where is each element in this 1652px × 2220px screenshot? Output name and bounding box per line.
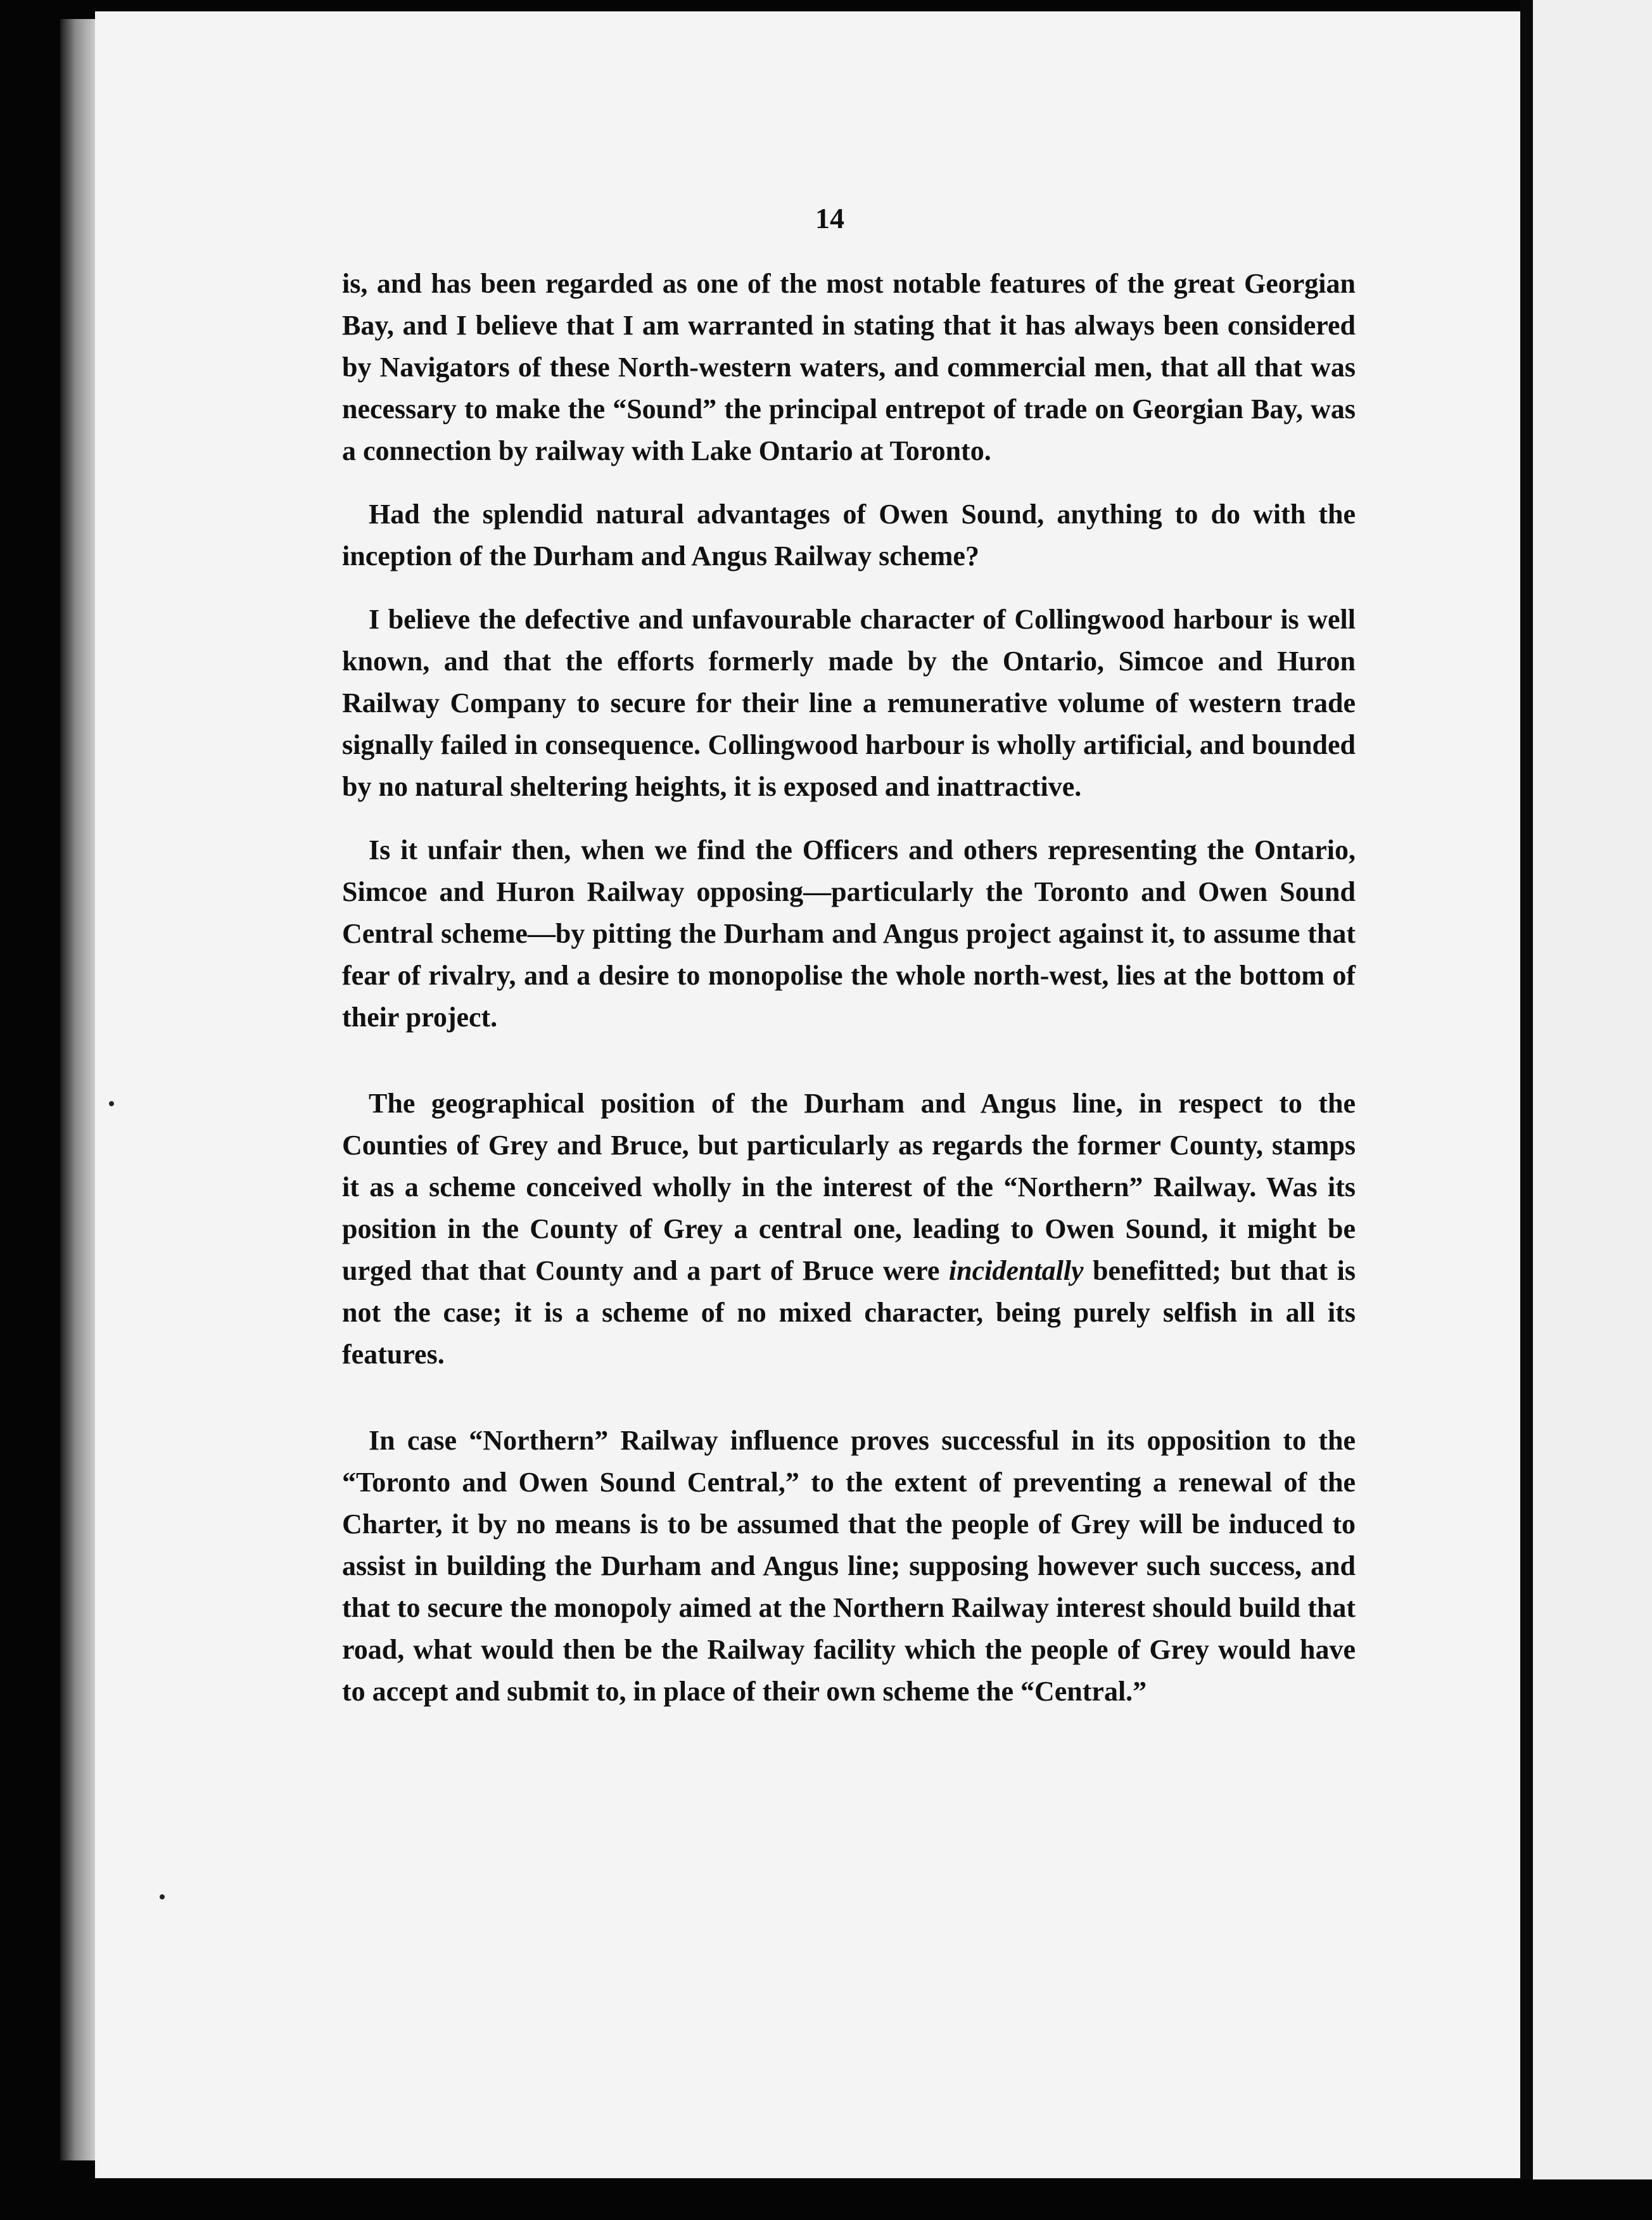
- emphasis-incidentally: incidentally: [948, 1255, 1084, 1286]
- page-body: [342, 263, 1356, 1734]
- paragraph-5-text-b: benefitted; but that is not the case; it is a scheme of no mixed character, being purely selfish in all its features.: [342, 1255, 1356, 1370]
- paragraph-6: In case “Northern” Railway influence proves successful in its opposition to the “Toronto and Owen Sound Central,” to the extent of preventing a renewal of the Charter, it by no means is to be assumed that the people of Grey will be induced to assist in building the Durham and Angus line; supposing however such success, and that to secure the monopoly aimed at the Northern Railway interest should build that road, what would then be the Railway facility which the people of Grey would have to accept and submit to, in place of their own scheme the “Central.”: [342, 1425, 1356, 1707]
- paragraph-2: Had the splendid natural advantages of Owen Sound, anything to do with the inception of the Durham and Angus Railway scheme?: [342, 499, 1356, 571]
- page-gutter: [1520, 0, 1533, 2179]
- scan-speck: [160, 1894, 165, 1899]
- facing-page-edge: [1533, 0, 1652, 2179]
- scan-speck: [109, 1101, 114, 1106]
- paragraph-4: Is it unfair then, when we find the Officers and others representing the Ontario, Simcoe and Huron Railway opposing—particularly the Toronto and Owen Sound Central scheme—by pitting the Durham and Angus project against it, to assume that fear of rivalry, and a desire to monopolise the whole north-west, lies at the bottom of their project.: [342, 834, 1356, 1033]
- paragraph-3: I believe the defective and unfavourable character of Collingwood harbour is well known, and that the efforts formerly made by the Ontario, Simcoe and Huron Railway Company to secure for their line a remunerative volume of western trade signally failed in consequence. Collingwood harbour is wholly artificial, and bounded by no natural sheltering heights, it is exposed and inattractive.: [342, 604, 1356, 802]
- paragraph-5: [342, 1083, 1356, 1375]
- page-number: 14: [815, 202, 844, 234]
- book-spine-edge: [60, 19, 98, 2160]
- paragraph-5-text-a: The geographical position of the Durham and Angus line, in respect to the Counties of Grey and Bruce, but particularly as regards the former County, stamps it as a scheme conceived wholly in the interest of the “Northern” Railway. Was its position in the County of Grey a central one, leading to Owen Sound, it might be urged that that County and a part of Bruce were: [342, 1088, 1356, 1286]
- paragraph-1: is, and has been regarded as one of the most notable features of the great Georgian Bay, and I believe that I am warranted in stating that it has always been considered by Navigators of these North-western waters, and commercial men, that all that was necessary to make the “Sound” the principal entrepot of trade on Georgian Bay, was a connection by railway with Lake Ontario at Toronto.: [342, 268, 1356, 466]
